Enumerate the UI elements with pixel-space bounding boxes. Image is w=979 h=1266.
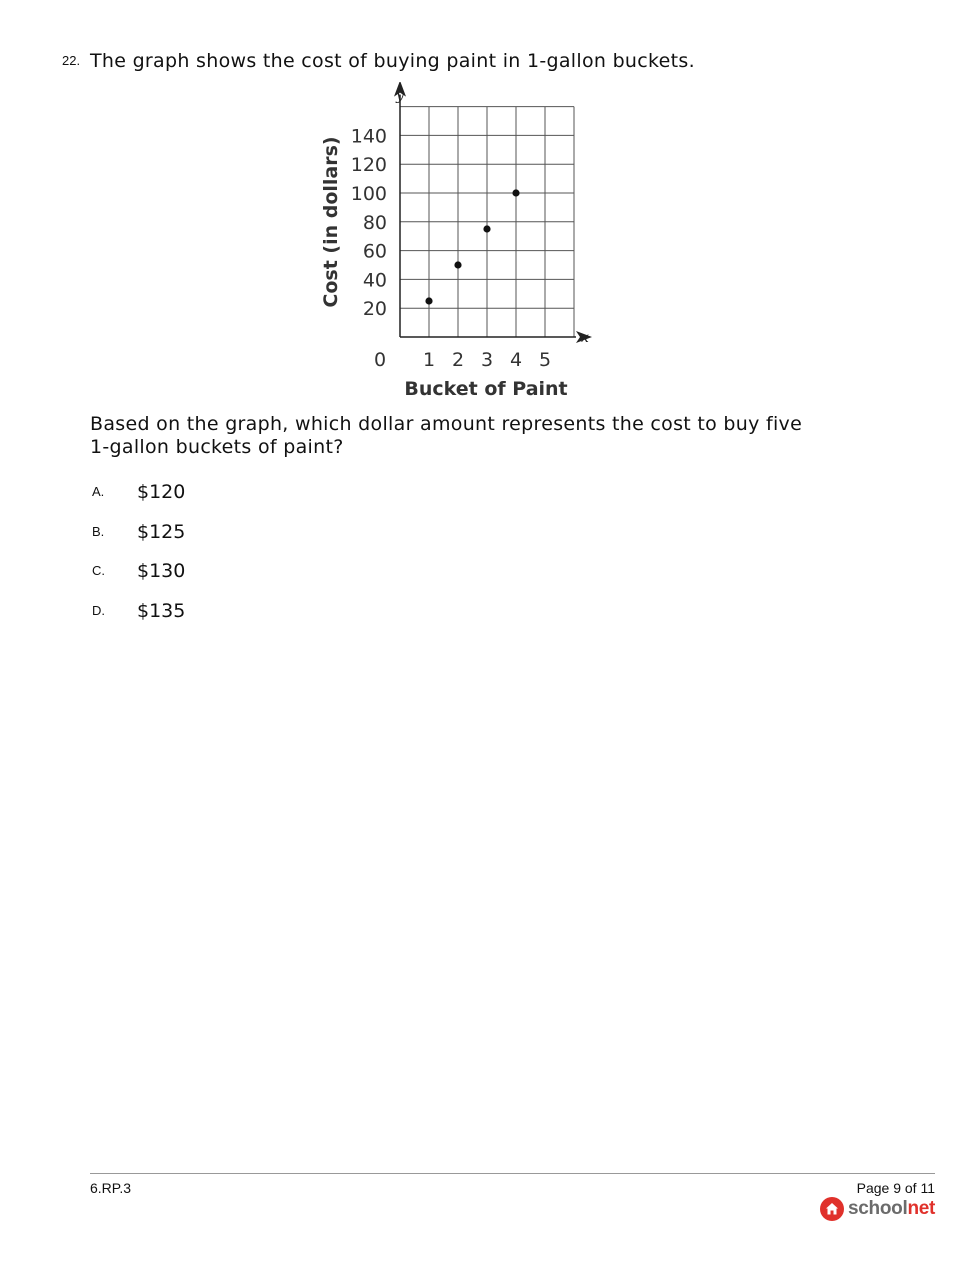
x-axis-label: Bucket of Paint [404,378,568,400]
x-tick-label: 4 [509,349,523,371]
x-axis-letter: x [581,330,589,346]
x-tick-label: 5 [538,349,552,371]
data-point [425,297,432,304]
footer-divider [90,1173,935,1174]
choice-text: $135 [137,600,186,622]
origin-label: 0 [373,349,387,371]
choice-text: $130 [137,560,186,582]
question-prompt [90,413,850,459]
choice-letter: A. [92,484,105,499]
y-tick-label: 140 [350,125,387,148]
y-axis-letter: y [396,88,404,104]
question-number: 22. [62,53,81,68]
standard-code: 6.RP.3 [90,1180,131,1196]
cost-chart [300,82,600,407]
question-stem: The graph shows the cost of buying paint in 1-gallon buckets. [90,50,695,72]
choice-letter: D. [92,603,105,618]
y-tick-label: 120 [350,154,387,177]
choice-text: $125 [137,521,186,543]
prompt-line-1: Based on the graph, which dollar amount represents the cost to buy five [90,413,803,435]
logo-part-1: school [848,1198,908,1219]
data-point [483,225,490,232]
chart-points [425,189,519,304]
choice-letter: C. [92,563,105,578]
page-number: Page 9 of 11 [856,1180,935,1196]
y-tick-label: 40 [362,269,387,292]
x-tick-label: 3 [480,349,494,371]
logo-wordmark [848,1198,935,1220]
y-axis-label: Cost (in dollars) [320,136,342,308]
schoolnet-logo [820,1195,935,1223]
y-tick-label: 60 [362,240,387,263]
y-tick-label: 100 [350,183,387,205]
choice-text: $120 [137,481,186,503]
data-point [454,261,461,268]
chart-ticks [351,125,551,371]
house-icon [820,1197,844,1221]
choice-letter: B. [92,524,105,539]
x-tick-label: 1 [422,349,436,371]
chart-axes [394,82,592,343]
logo-part-2: net [907,1198,936,1219]
x-tick-label: 2 [451,349,465,371]
prompt-line-2: 1-gallon buckets of paint? [90,436,344,458]
y-tick-label: 80 [362,211,387,234]
y-tick-label: 20 [362,298,387,321]
data-point [512,189,519,196]
